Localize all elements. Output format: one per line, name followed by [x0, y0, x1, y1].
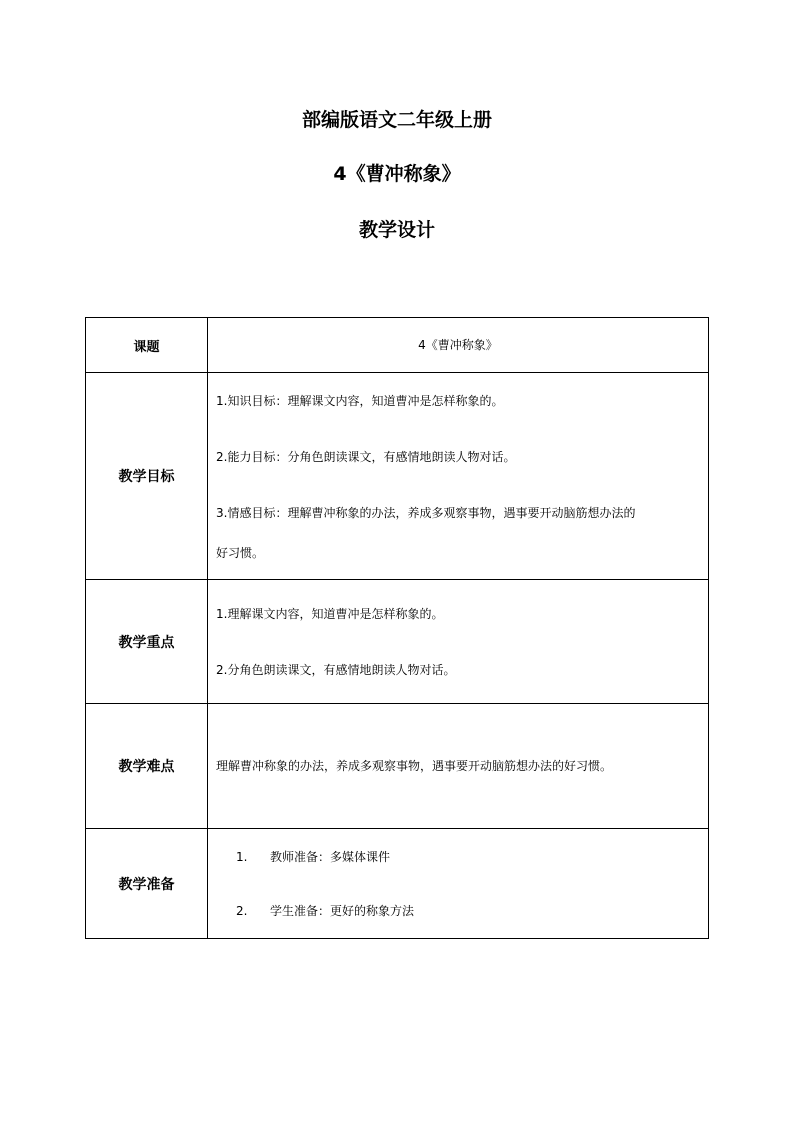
lesson-name: 4《曹冲称象》 — [333, 163, 461, 185]
goals-cell — [208, 373, 709, 580]
list-item — [236, 849, 700, 865]
preparation-label: 教学准备 — [86, 829, 208, 939]
list-text: 学生准备：更好的称象方法 — [270, 903, 415, 918]
table-row — [86, 704, 709, 829]
difficulty-label: 教学难点 — [86, 704, 208, 829]
document-title: 部编版语文二年级上册 — [301, 109, 492, 131]
table-row — [86, 318, 709, 373]
list-number: 2. — [236, 903, 248, 918]
list-text: 教师准备：多媒体课件 — [270, 849, 391, 864]
difficulty-text: 理解曹冲称象的办法，养成多观察事物，遇事要开动脑筋想办法的好习惯。 — [216, 759, 613, 773]
key-point-item: 2.分角色朗读课文，有感情地朗读人物对话。 — [216, 662, 456, 677]
table-row — [86, 580, 709, 704]
lesson-plan-table — [85, 317, 709, 939]
goal-item: 1.知识目标：理解课文内容，知道曹冲是怎样称象的。 — [216, 394, 504, 408]
table-row — [86, 373, 709, 580]
goal-item: 3.情感目标：理解曹冲称象的办法，养成多观察事物，遇事要开动脑筋想办法的 — [216, 506, 636, 520]
topic-value: 4《曹冲称象》 — [208, 318, 709, 373]
key-points-cell — [208, 580, 709, 704]
goals-label: 教学目标 — [86, 373, 208, 580]
difficulty-cell — [208, 704, 709, 829]
list-item — [236, 903, 700, 919]
topic-label: 课题 — [86, 318, 208, 373]
document-subtitle: 教学设计 — [358, 219, 435, 241]
preparation-cell — [208, 829, 709, 939]
goal-item-continuation: 好习惯。 — [216, 546, 265, 560]
list-number: 1. — [236, 849, 248, 864]
key-points-label: 教学重点 — [86, 580, 208, 704]
goal-item: 2.能力目标：分角色朗读课文，有感情地朗读人物对话。 — [216, 450, 516, 464]
table-row — [86, 829, 709, 939]
key-point-item: 1.理解课文内容，知道曹冲是怎样称象的。 — [216, 606, 444, 621]
